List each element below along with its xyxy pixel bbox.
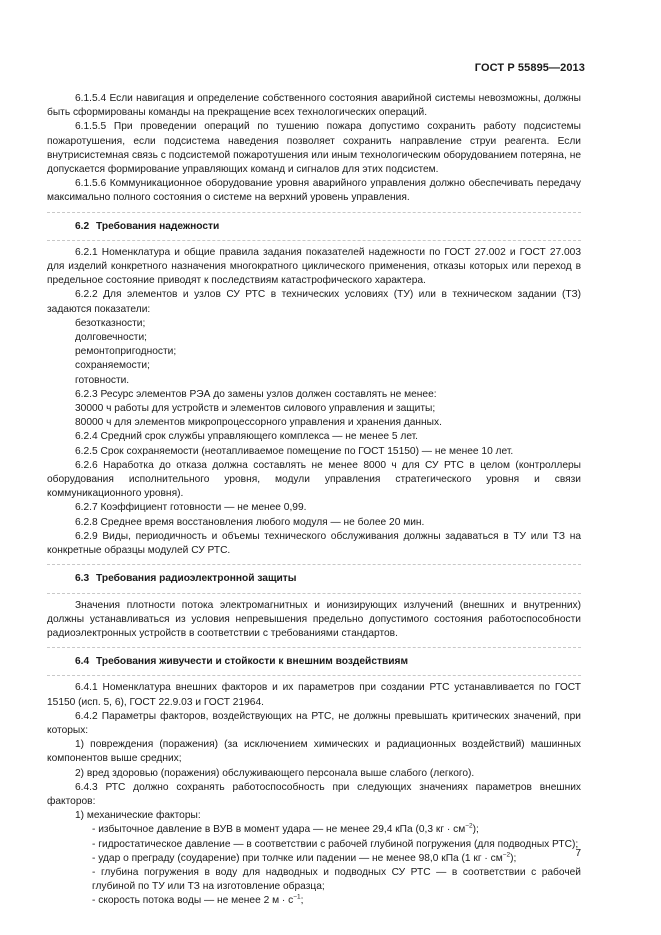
paragraph-6-2-4: 6.2.4 Средний срок службы управляющего комплекса — не менее 5 лет. (75, 431, 419, 443)
factor-item (47, 823, 581, 837)
factor-text-end: ; (300, 895, 304, 907)
section-heading-6-2 (75, 220, 581, 234)
section-number: 6.4 (75, 656, 90, 668)
paragraph-6-4-2-item-2: 2) вред здоровью (поражения) обслуживающего персонала выше слабого (легкого). (75, 767, 475, 779)
section-title: Требования радиоэлектронной защиты (96, 573, 297, 585)
section-separator (47, 212, 581, 213)
factor-item (47, 894, 581, 908)
standard-designation: ГОСТ Р 55895—2013 (474, 62, 585, 74)
section-title: Требования живучести и стойкости к внешним воздействиям (96, 656, 408, 668)
paragraph-6-2-7: 6.2.7 Коэффициент готовности — не менее 0,99. (75, 502, 307, 514)
list-item: долговечности; (75, 332, 147, 344)
paragraph-6-2-6: 6.2.6 Наработка до отказа должна составлять не менее 8000 ч для СУ РТС в целом (контроллеры оборудования исполнительного уровня, модули управления стратегического уровня и связи коммуникационного уровня). (47, 459, 581, 500)
paragraph-6-1-5-5: 6.1.5.5 При проведении операций по тушению пожара допустимо сохранить работу подсистемы пожаротушения, если подсистема наведения позволяет сохранить направление струи реагента. Если внутрисистемная связь с подсистемой пожаротушения или иным технологическим оборудованием потеряна, не допускается формирование управляющих команд и сигналов для этих подсистем. (47, 121, 581, 176)
mechanical-factors-heading: 1) механические факторы: (75, 810, 201, 822)
factor-text-end: ); (472, 824, 479, 836)
paragraph-6-2-3-b: 80000 ч для элементов микропроцессорного управления и хранения данных. (75, 417, 442, 429)
section-separator (47, 593, 581, 594)
paragraph-6-2-1: 6.2.1 Номенклатура и общие правила задания показателей надежности по ГОСТ 27.002 и ГОСТ 27.003 для изделий конкретного назначения многократного циклического применения, отказы которых или переход в предельное состояние приводят к последствиям катастрофического характера. (47, 246, 581, 287)
section-title: Требования надежности (96, 220, 220, 232)
paragraph-6-2-8: 6.2.8 Среднее время восстановления любого модуля — не более 20 мин. (75, 516, 425, 528)
section-heading-6-3 (75, 572, 581, 586)
section-separator (47, 240, 581, 241)
paragraph-6-4-2-item-1: 1) повреждения (поражения) (за исключением химических и радиационных воздействий) машинных компонентов выше средних; (47, 739, 581, 765)
exponent: −2 (502, 851, 511, 859)
paragraph-6-2-9: 6.2.9 Виды, периодичность и объемы технического обслуживания должны задаваться в ТУ или ТЗ на конкретные образцы модулей СУ РТС. (47, 530, 581, 557)
section-number: 6.3 (75, 573, 90, 585)
paragraph-6-4-1: 6.4.1 Номенклатура внешних факторов и их параметров при создании РТС устанавливается по ГОСТ 15150 (исп. 5, 6), ГОСТ 22.9.03 и ГОСТ 21964. (47, 682, 581, 708)
factor-item: - глубина погружения в воду для надводных и подводных СУ РТС — в соответствии с рабочей глубиной по ТУ или ТЗ на изготовление образца; (92, 866, 581, 893)
paragraph-6-1-5-6: 6.1.5.6 Коммуникационное оборудование уровня аварийного управления должно обеспечивать передачу максимально полного состояния о системе на верхний уровень управления. (47, 178, 581, 204)
section-separator (47, 564, 581, 565)
factor-text: - скорость потока воды — не менее 2 м · с (92, 895, 294, 907)
section-number: 6.2 (75, 220, 90, 232)
page-content (47, 92, 581, 909)
exponent: −2 (465, 822, 473, 830)
paragraph-6-2-2: 6.2.2 Для элементов и узлов СУ РТС в технических условиях (ТУ) или в техническом задании (ТЗ) задаются показатели: (47, 289, 581, 315)
page-number: 7 (575, 848, 581, 859)
list-item: сохраняемости; (75, 360, 150, 372)
factor-text-end: ); (510, 852, 517, 864)
section-separator (47, 675, 581, 676)
section-heading-6-4 (75, 655, 581, 669)
paragraph-6-2-3-a: 30000 ч работы для устройств и элементов силового управления и защиты; (75, 403, 436, 415)
section-separator (47, 647, 581, 648)
list-item: готовности. (75, 374, 130, 386)
paragraph-6-2-5: 6.2.5 Срок сохраняемости (неотапливаемое помещение по ГОСТ 15150) — не менее 10 лет. (75, 445, 514, 457)
factor-item (47, 852, 581, 866)
paragraph-6-3: Значения плотности потока электромагнитных и ионизирующих излучений (внешних и внутренних) должны устанавливаться из условия непревышения предельно допустимого состояния работоспособности радиоэлектронных устройств в соответствии с требованиями стандартов. (47, 599, 581, 639)
factor-text: - удар о преграду (соударение) при толчке или падении — не менее 98,0 кПа (1 кг · см (92, 852, 503, 864)
paragraph-6-4-3: 6.4.3 РТС должно сохранять работоспособность при следующих значениях параметров внешних факторов: (47, 781, 581, 807)
exponent: −1 (293, 893, 301, 901)
paragraph-6-2-3: 6.2.3 Ресурс элементов РЭА до замены узлов должен составлять не менее: (75, 388, 437, 400)
factor-text: - избыточное давление в ВУВ в момент удара — не менее 29,4 кПа (0,3 кг · см (92, 824, 466, 836)
factor-item: - гидростатическое давление — в соответствии с рабочей глубиной погружения (для подводных РТС); (92, 838, 579, 850)
list-item: ремонтопригодности; (75, 346, 177, 358)
paragraph-6-1-5-4: 6.1.5.4 Если навигация и определение собственного состояния аварийной системы невозможны, должны быть сформированы команды на прекращение всех технологических операций. (47, 93, 581, 119)
paragraph-6-4-2: 6.4.2 Параметры факторов, воздействующих на РТС, не должны превышать критических значений, при которых: (47, 710, 581, 736)
list-item: безотказности; (75, 317, 146, 329)
